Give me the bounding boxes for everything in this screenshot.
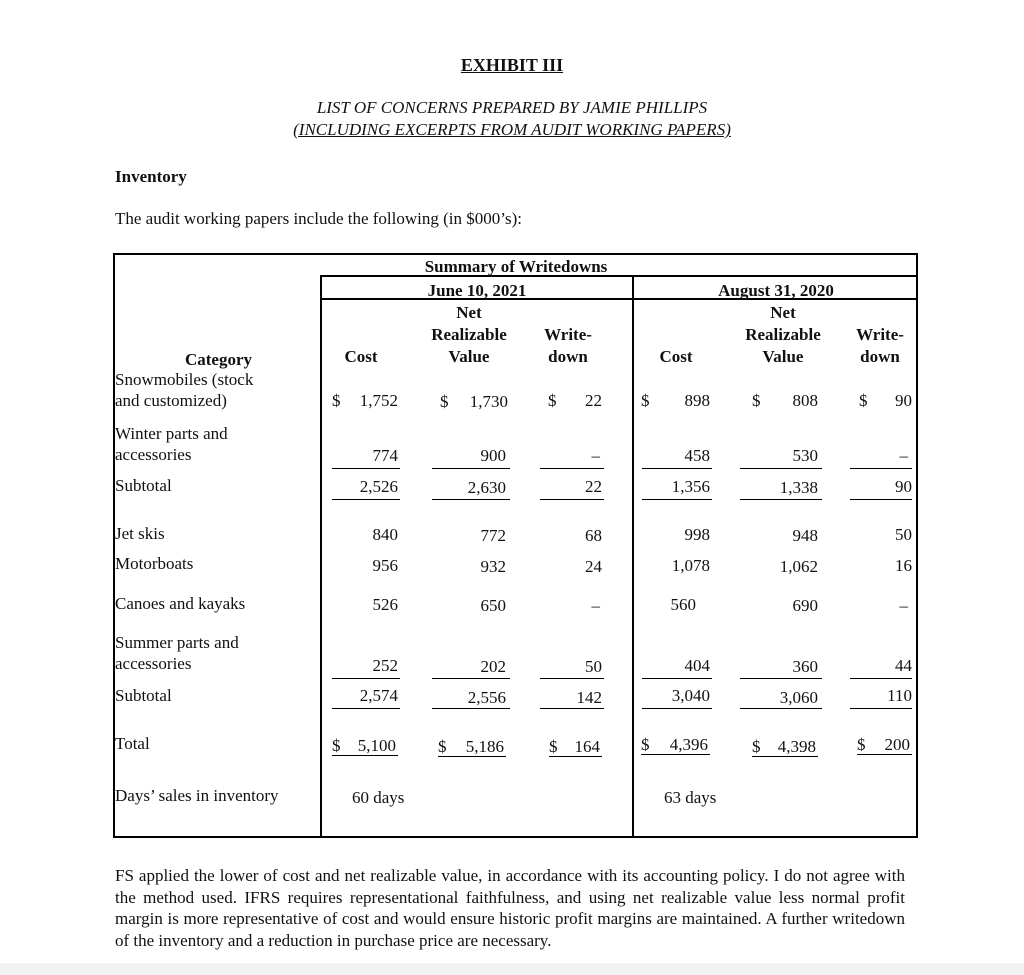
days-p2: 63 days <box>664 788 717 807</box>
motor-wd-p2: 16 <box>895 556 912 575</box>
p2-nrv-header-2: Realizable <box>745 325 821 344</box>
motor-wd-p1: 24 <box>585 557 602 576</box>
label-subtotal-2: Subtotal <box>115 686 172 705</box>
jet-wd-p1: 68 <box>585 526 602 545</box>
label-winter-1: Winter parts and <box>115 424 228 443</box>
label-summer-2: accessories <box>115 654 192 673</box>
canoe-nrv-p2: 690 <box>792 596 818 615</box>
summer-wd-p2: 44 <box>895 656 912 675</box>
jet-nrv-p2: 948 <box>792 526 818 545</box>
snow-nrv-p1: 1,730 <box>469 392 508 411</box>
period-1-header: June 10, 2021 <box>427 281 527 300</box>
motor-cost-p2: 1,078 <box>671 556 710 575</box>
label-motorboats: Motorboats <box>115 554 194 573</box>
p1-nrv-header-3: Value <box>448 347 490 366</box>
canoe-cost-p1: 526 <box>372 595 398 614</box>
label-snowmobiles-2: and customized) <box>115 391 227 410</box>
dollar-sign: $ <box>438 737 447 756</box>
dollar-sign: $ <box>752 737 761 756</box>
dollar-sign: $ <box>548 391 557 410</box>
sub2-wd-p1: 142 <box>576 688 602 707</box>
winter-wd-p2: – <box>899 446 908 465</box>
label-summer-1: Summer parts and <box>115 633 239 652</box>
conclusion-paragraph: FS applied the lower of cost and net realizable value, in accordance with its accounting policy. I do not agree with the method used. IFRS requires representational faithfulness, and using net realizable value less normal profit margin is more representative of cost and would ensure historic profit margins are maintained. A further writedown of the inventory and a reduction in purchase price are necessary. <box>115 866 905 950</box>
sub2-nrv-p1: 2,556 <box>467 688 506 707</box>
sub2-cost-p2: 3,040 <box>671 686 710 705</box>
winter-nrv-p1: 900 <box>480 446 506 465</box>
snow-wd-p2: 90 <box>895 391 912 410</box>
sub2-cost-p1: 2,574 <box>359 686 398 705</box>
p1-wd-header-2: down <box>548 347 588 366</box>
dollar-sign: $ <box>857 735 866 754</box>
sub2-nrv-p2: 3,060 <box>779 688 818 707</box>
dollar-sign: $ <box>549 737 558 756</box>
dollar-sign: $ <box>440 392 449 411</box>
label-winter-2: accessories <box>115 445 192 464</box>
p2-nrv-header-1: Net <box>770 303 796 322</box>
canoe-cost-p2: 560 <box>670 595 696 614</box>
sub1-wd-p1: 22 <box>585 477 602 496</box>
label-subtotal-1: Subtotal <box>115 476 172 495</box>
snow-cost-p1: 1,752 <box>359 391 398 410</box>
period-2-header: August 31, 2020 <box>718 281 834 300</box>
total-cost-p2: 4,396 <box>669 735 708 754</box>
days-p1: 60 days <box>352 788 405 807</box>
sub1-wd-p2: 90 <box>895 477 912 496</box>
p2-nrv-header-3: Value <box>762 347 804 366</box>
sub1-cost-p1: 2,526 <box>359 477 398 496</box>
summer-cost-p1: 252 <box>372 656 398 675</box>
p1-wd-header-1: Write- <box>544 325 592 344</box>
sub1-nrv-p2: 1,338 <box>779 478 818 497</box>
sub1-cost-p2: 1,356 <box>671 477 710 496</box>
canoe-nrv-p1: 650 <box>480 596 506 615</box>
snow-cost-p2: 898 <box>684 391 710 410</box>
canoe-wd-p2: – <box>899 596 908 615</box>
winter-nrv-p2: 530 <box>792 446 818 465</box>
exhibit-title: EXHIBIT III <box>460 55 564 75</box>
sub1-nrv-p1: 2,630 <box>467 478 506 497</box>
intro-text: The audit working papers include the following (in $000’s): <box>115 209 522 228</box>
canoe-wd-p1: – <box>591 596 600 615</box>
jet-cost-p1: 840 <box>372 525 398 544</box>
dollar-sign: $ <box>332 391 341 410</box>
dollar-sign: $ <box>641 735 650 754</box>
total-nrv-p2: 4,398 <box>777 737 816 756</box>
total-wd-p2: 200 <box>884 735 910 754</box>
snow-nrv-p2: 808 <box>792 391 818 410</box>
p1-nrv-header-1: Net <box>456 303 482 322</box>
summer-nrv-p1: 202 <box>480 657 506 676</box>
total-cost-p1: 5,100 <box>357 736 396 755</box>
p1-cost-header: Cost <box>344 347 378 366</box>
subtitle-line-2: (INCLUDING EXCERPTS FROM AUDIT WORKING PAPERS) <box>293 120 731 139</box>
p2-wd-header-2: down <box>860 347 900 366</box>
p2-wd-header-1: Write- <box>856 325 904 344</box>
motor-cost-p1: 956 <box>372 556 398 575</box>
summer-cost-p2: 404 <box>684 656 710 675</box>
dollar-sign: $ <box>641 391 650 410</box>
p2-cost-header: Cost <box>659 347 693 366</box>
label-canoes: Canoes and kayaks <box>115 594 246 613</box>
p1-nrv-header-2: Realizable <box>431 325 507 344</box>
sub2-wd-p2: 110 <box>887 686 912 705</box>
total-wd-p1: 164 <box>574 737 600 756</box>
label-days-sales: Days’ sales in inventory <box>115 786 279 805</box>
motor-nrv-p1: 932 <box>480 557 506 576</box>
winter-cost-p1: 774 <box>372 446 398 465</box>
snow-wd-p1: 22 <box>585 391 602 410</box>
winter-wd-p1: – <box>591 446 600 465</box>
dollar-sign: $ <box>752 391 761 410</box>
label-total: Total <box>115 734 150 753</box>
dollar-sign: $ <box>332 736 341 755</box>
summer-nrv-p2: 360 <box>792 657 818 676</box>
total-nrv-p1: 5,186 <box>465 737 504 756</box>
category-header: Category <box>184 350 253 369</box>
jet-wd-p2: 50 <box>895 525 912 544</box>
bottom-bar <box>0 963 1024 975</box>
jet-cost-p2: 998 <box>684 525 710 544</box>
section-heading: Inventory <box>115 167 187 186</box>
table-title: Summary of Writedowns <box>424 257 608 276</box>
label-snowmobiles-1: Snowmobiles (stock <box>115 370 254 389</box>
label-jet-skis: Jet skis <box>115 524 165 543</box>
dollar-sign: $ <box>859 391 868 410</box>
summer-wd-p1: 50 <box>585 657 602 676</box>
motor-nrv-p2: 1,062 <box>779 557 818 576</box>
winter-cost-p2: 458 <box>684 446 710 465</box>
jet-nrv-p1: 772 <box>480 526 506 545</box>
subtitle-line-1: LIST OF CONCERNS PREPARED BY JAMIE PHILLIPS <box>316 98 708 117</box>
